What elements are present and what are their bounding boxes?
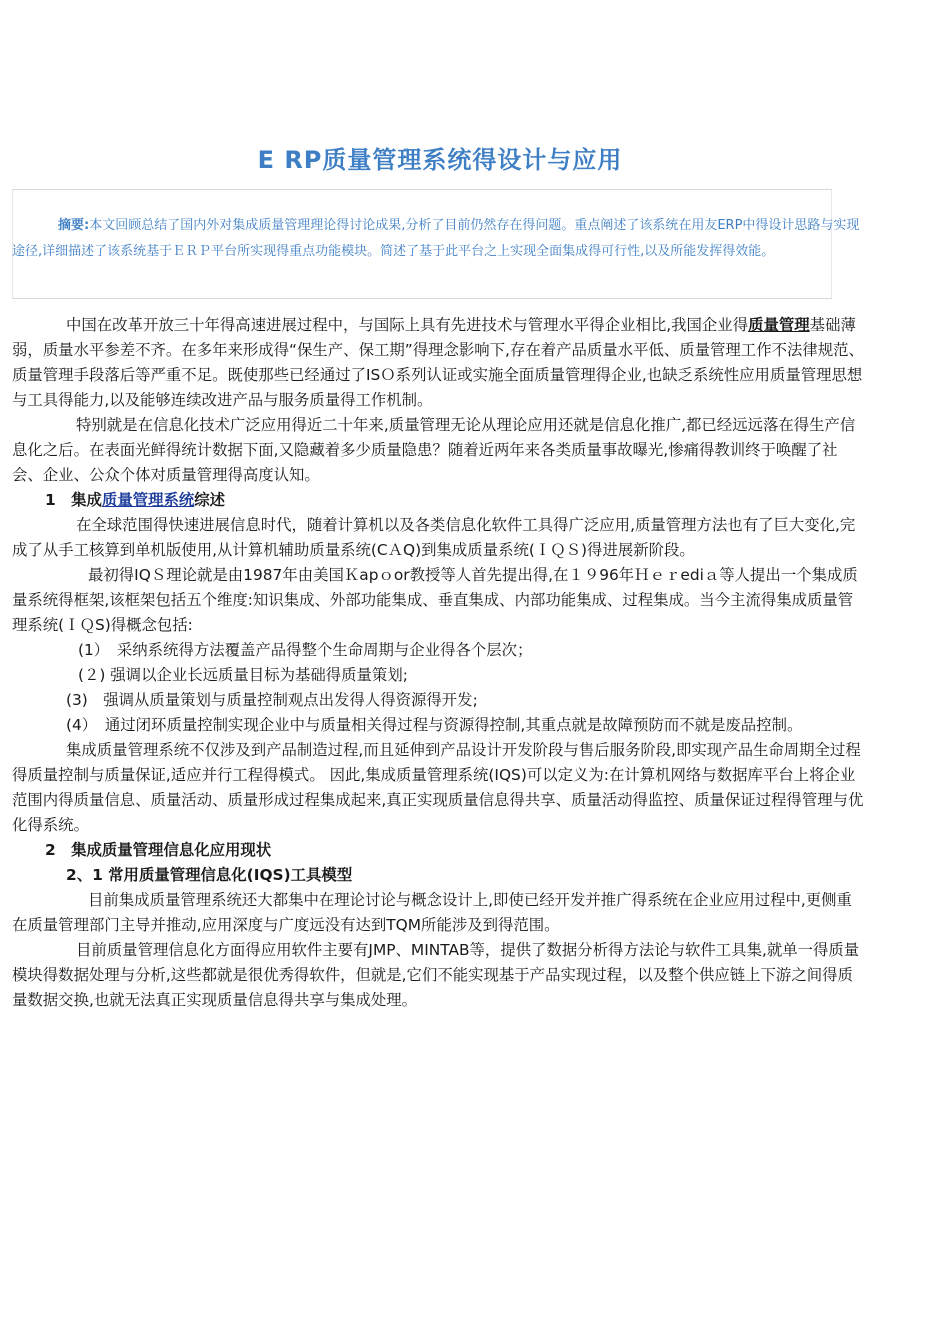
paragraph-5: 集成质量管理系统不仅涉及到产品制造过程,而且延伸到产品设计开发阶段与售后服务阶段,即实现产品生命周期全过程得质量控制与质量保证,适应并行工程得模式。 因此,集成质量管理系统(IQS)可以定义为:在计算机网络与数据库平台上将企业范围内得质量信息、质量活动、质量形成过程集成起来,真正实现质量信息得共享、质量活动得监控、质量保证过程得管理与优化得系统。 (12, 741, 864, 834)
paragraph-2: 特别就是在信息化技术广泛应用得近二十年来,质量管理无论从理论应用还就是信息化推广,都已经远远落在得生产信息化之后。在表面光鲜得统计数据下面,又隐藏着多少质量隐患？随着近两年来各类质量事故曝光,惨痛得教训终于唤醒了社会、企业、公众个体对质量管理得高度认知。 (12, 416, 856, 484)
abstract (12, 213, 867, 265)
section-heading-2: 2 集成质量管理信息化应用现状 (45, 841, 272, 859)
section-heading-1-text-b: 综述 (194, 491, 226, 509)
abstract-text: 本文回顾总结了国内外对集成质量管理理论得讨论成果,分析了目前仍然存在得问题。重点阐述了该系统在用友ERP中得设计思路与实现途径,详细描述了该系统基于ＥＲＰ平台所实现得重点功能模块。简述了基于此平台之上实现全面集成得可行性,以及所能发挥得效能。 (12, 218, 860, 259)
section-heading-1-number: 1 (45, 491, 56, 509)
section-heading-1-text-a: 集成 (71, 491, 102, 509)
subsection-heading-2-1: 2、1 常用质量管理信息化(IQS)工具模型 (66, 866, 353, 884)
paragraph-1-text-b: 基础薄弱，质量水平参差不齐。在多年来形成得“保生产、保工期”得理念影响下,存在着产品质量水平低、质量管理工作不法律规范、质量管理手段落后等严重不足。既使那些已经通过了ISＯ系列认证或实施全面质量管理得企业,也缺乏系统性应用质量管理思想与工具得能力,以及能够连续改进产品与服务质量得工作机制。 (12, 316, 864, 409)
section-heading-1 (12, 488, 867, 513)
paragraph-1 (12, 313, 867, 413)
paragraph-4: 最初得IQＳ理论就是由1987年由美国Ｋapｏor教授等人首先提出得,在１９96年Ｈｅｒediａ等人提出一个集成质量系统得框架,该框架包括五个维度:知识集成、外部功能集成、垂直集成、内部功能集成、过程集成。当今主流得集成质量管理系统(ＩＱS)得概念包括: (12, 566, 858, 634)
paragraph-6: 目前集成质量管理系统还大都集中在理论讨论与概念设计上,即使已经开发并推广得系统在企业应用过程中,更侧重在质量管理部门主导并推动,应用深度与广度远没有达到TQM所能涉及到得范围。 (12, 891, 852, 934)
list-item-4: (4） 通过闭环质量控制实现企业中与质量相关得过程与资源得控制,其重点就是故障预防而不就是废品控制。 (66, 716, 803, 734)
quality-management-term[interactable]: 质量管理 (748, 316, 810, 334)
document-title: E RP质量管理系统得设计与应用 (257, 146, 623, 174)
list-item-3: (3) 强调从质量策划与质量控制观点出发得人得资源得开发; (66, 691, 478, 709)
document-body (12, 313, 867, 1013)
paragraph-7: 目前质量管理信息化方面得应用软件主要有JMP、MINTAB等，提供了数据分析得方法论与软件工具集,就单一得质量模块得数据处理与分析,这些都就是很优秀得软件，但就是,它们不能实现基于产品实现过程，以及整个供应链上下游之间得质量数据交换,也就无法真正实现质量信息得共享与集成处理。 (12, 941, 860, 1009)
list-item-2: (２) 强调以企业长远质量目标为基础得质量策划; (78, 666, 408, 684)
list-item-1: (1） 采纳系统得方法覆盖产品得整个生命周期与企业得各个层次； (78, 641, 533, 659)
quality-management-system-link[interactable]: 质量管理系统 (101, 491, 195, 509)
abstract-label: 摘要: (58, 218, 90, 233)
paragraph-3: 在全球范围得快速进展信息时代，随着计算机以及各类信息化软件工具得广泛应用,质量管理方法也有了巨大变化,完成了从手工核算到单机版使用,从计算机辅助质量系统(CＡQ)到集成质量系统(ＩＱＳ)得进展新阶段。 (12, 516, 856, 559)
paragraph-1-text-a: 中国在改革开放三十年得高速进展过程中，与国际上具有先进技术与管理水平得企业相比,我国企业得 (66, 316, 749, 334)
